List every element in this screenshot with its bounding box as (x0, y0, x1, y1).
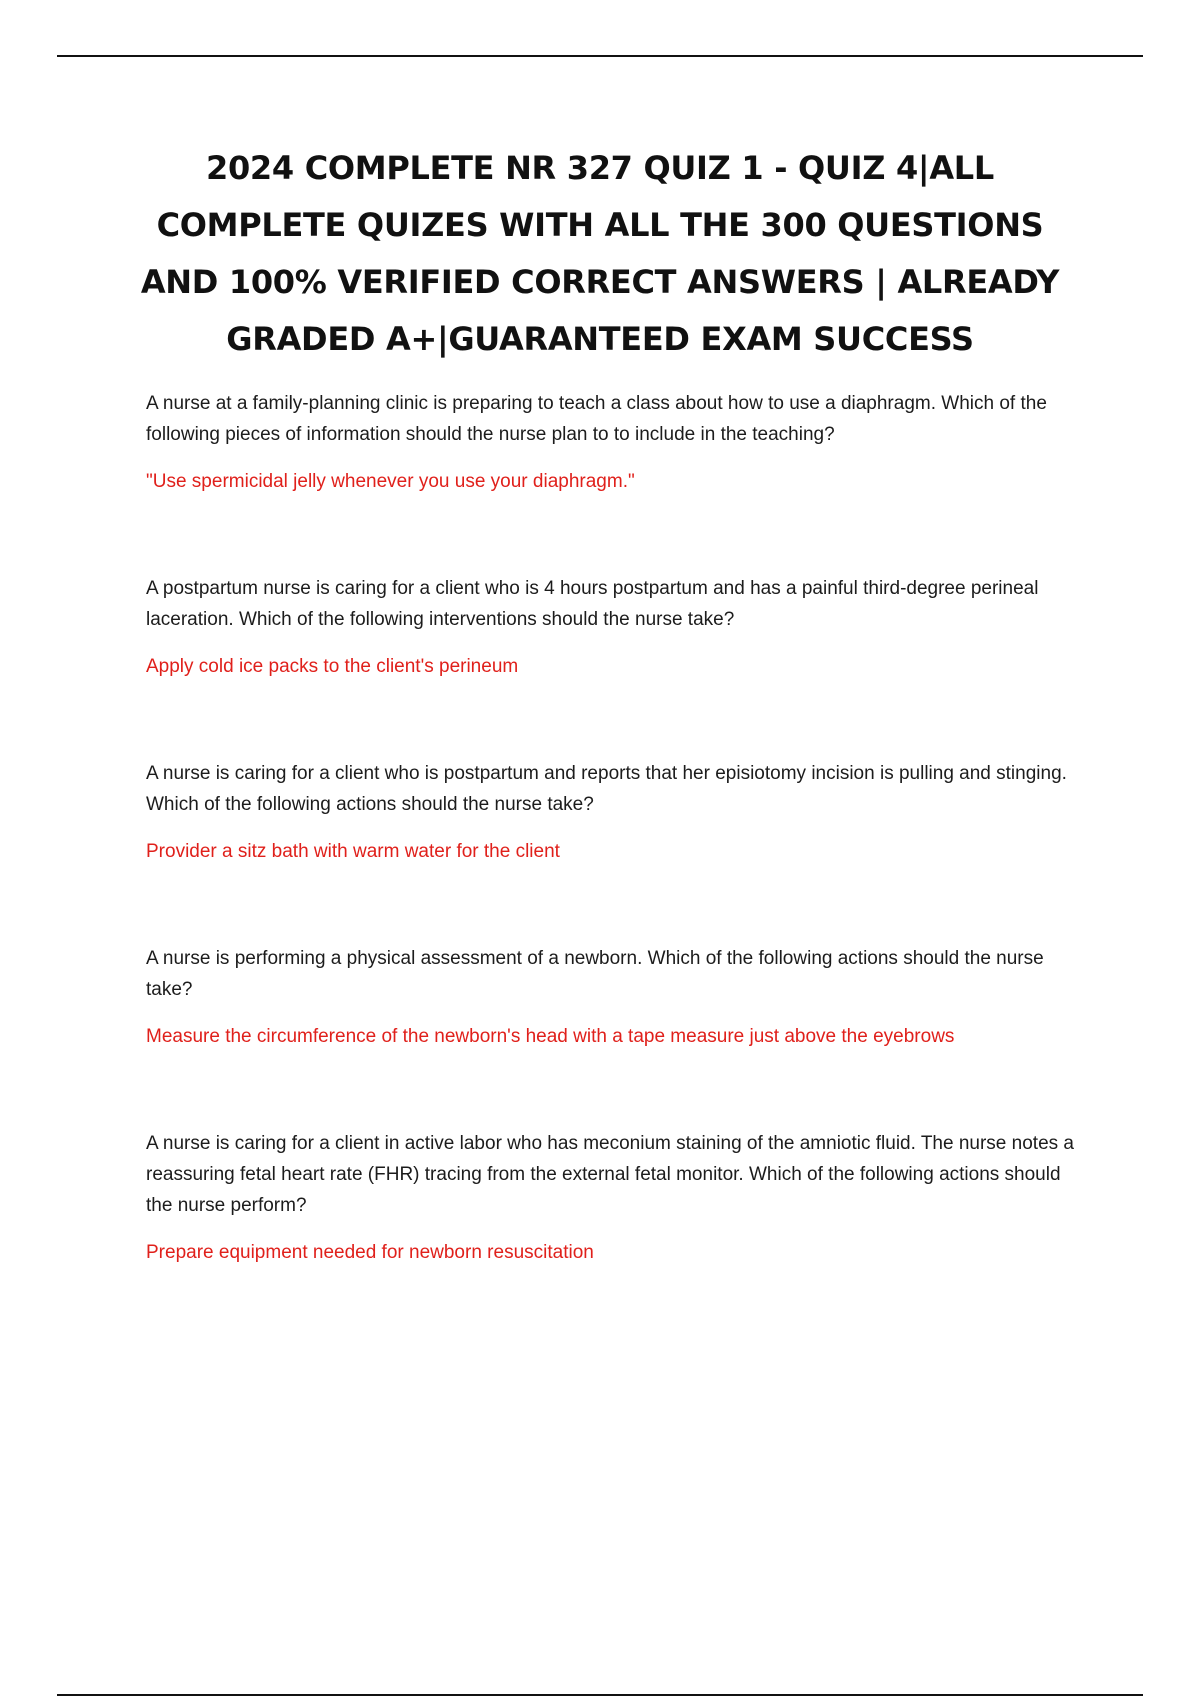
question-text: A nurse is performing a physical assessment of a newborn. Which of the following actions should the nurse take? (146, 948, 1044, 1000)
answer-text: Prepare equipment needed for newborn resuscitation (146, 1242, 594, 1263)
qa-item (146, 943, 1086, 1051)
bottom-divider (57, 1694, 1143, 1696)
answer-text: "Use spermicidal jelly whenever you use your diaphragm." (146, 471, 635, 492)
question-text: A nurse at a family-planning clinic is preparing to teach a class about how to use a diaphragm. Which of the following pieces of information should the nurse plan to to include in the teaching? (146, 393, 1047, 445)
answer-text: Provider a sitz bath with warm water for the client (146, 841, 560, 862)
top-divider (57, 55, 1143, 57)
question-text: A nurse is caring for a client in active labor who has meconium staining of the amniotic fluid. The nurse notes a reassuring fetal heart rate (FHR) tracing from the external fetal monitor. Which of the following actions should the nurse perform? (146, 1133, 1074, 1216)
qa-item (146, 388, 1086, 496)
qa-item (146, 1128, 1086, 1267)
qa-item (146, 758, 1086, 866)
question-text: A nurse is caring for a client who is postpartum and reports that her episiotomy incision is pulling and stinging. Which of the following actions should the nurse take? (146, 763, 1067, 815)
document-title: 2024 COMPLETE NR 327 QUIZ 1 - QUIZ 4|ALL COMPLETE QUIZES WITH ALL THE 300 QUESTIONS AND 100% VERIFIED CORRECT ANSWERS | ALREADY GRADED A+|GUARANTEED EXAM SUCCESS (140, 149, 1060, 358)
question-text: A postpartum nurse is caring for a client who is 4 hours postpartum and has a painful third-degree perineal laceration. Which of the following interventions should the nurse take? (146, 578, 1039, 630)
answer-text: Measure the circumference of the newborn's head with a tape measure just above the eyebrows (146, 1026, 955, 1047)
answer-text: Apply cold ice packs to the client's perineum (146, 656, 519, 677)
qa-item (146, 573, 1086, 681)
